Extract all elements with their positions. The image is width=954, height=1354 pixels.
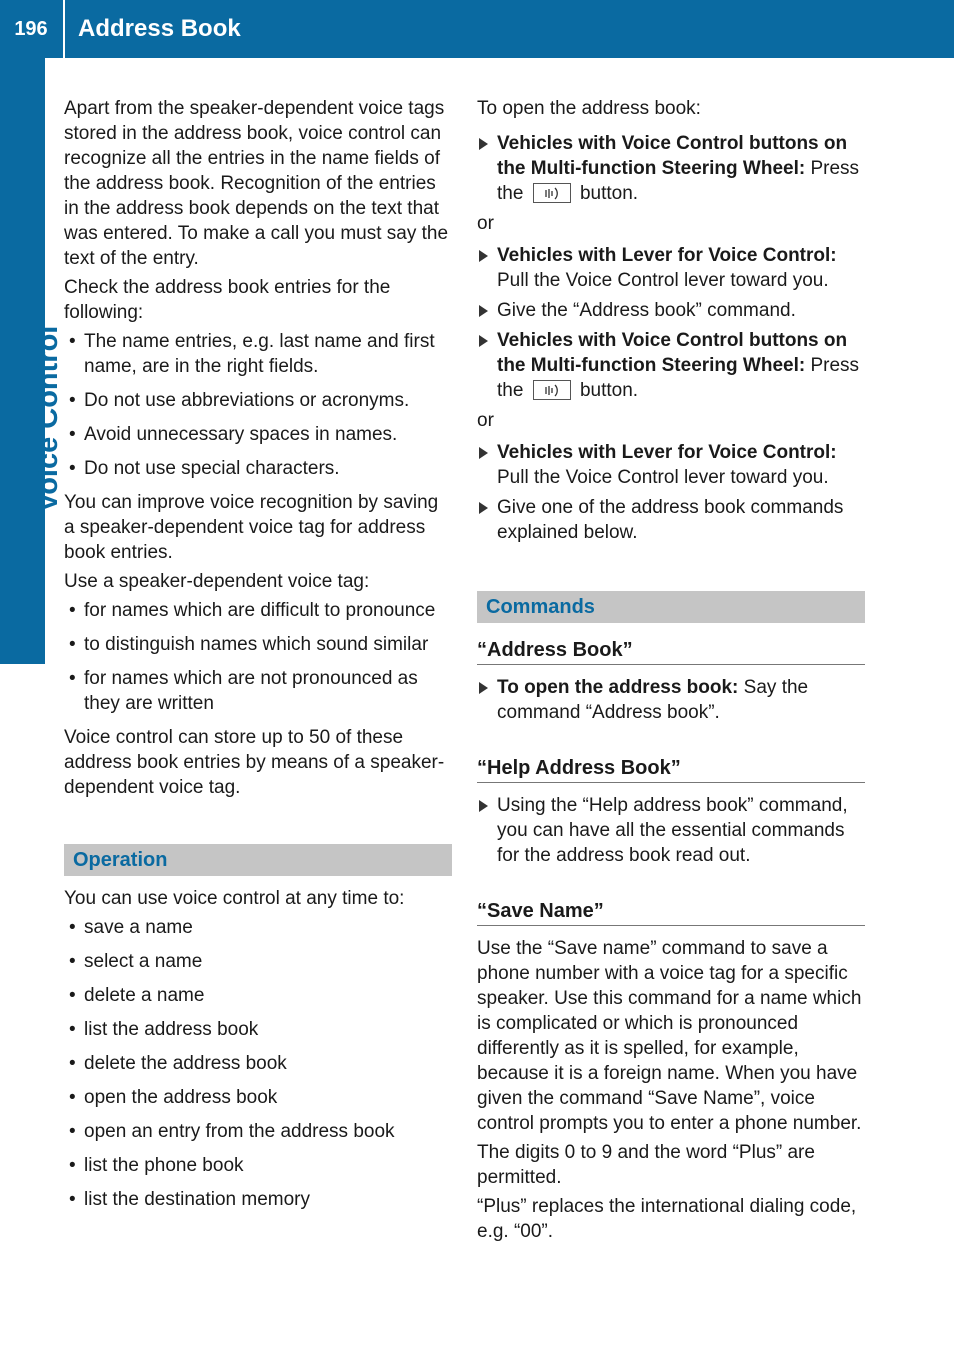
step-arrow-icon (479, 447, 488, 459)
list-item: • list the destination memory (64, 1187, 452, 1212)
step-arrow-icon (479, 335, 488, 347)
step-text: Press the (497, 158, 860, 204)
operation-list (64, 915, 452, 1212)
instruction-step (477, 675, 865, 725)
page-header (0, 0, 954, 58)
chapter-label: Voice Control (32, 325, 64, 512)
use-list (64, 598, 452, 716)
use-intro: Use a speaker-dependent voice tag: (64, 571, 370, 592)
improve-paragraph: You can improve voice recognition by saving a speaker-dependent voice tag for address book entries. (64, 492, 439, 563)
header-divider (63, 0, 65, 58)
commands-section-title: Commands (477, 591, 865, 623)
list-item: • to distinguish names which sound similar (64, 632, 452, 657)
list-item: • open an entry from the address book (64, 1119, 452, 1144)
step-arrow-icon (479, 800, 488, 812)
step-text: Pull the Voice Control lever toward you. (497, 467, 829, 488)
list-item: • Do not use special characters. (64, 456, 452, 481)
list-item: • Avoid unnecessary spaces in names. (64, 422, 452, 447)
list-item: • open the address book (64, 1085, 452, 1110)
voice-control-button-icon (533, 380, 571, 400)
list-item: • for names which are difficult to pronounce (64, 598, 452, 623)
open-intro: To open the address book: (477, 98, 701, 119)
list-item: • save a name (64, 915, 452, 940)
step-text: Give the “Address book” command. (497, 300, 796, 321)
instruction-step (477, 440, 865, 490)
step-arrow-icon (479, 138, 488, 150)
check-list (64, 329, 452, 481)
voice-control-button-icon (533, 183, 571, 203)
list-item: • Do not use abbreviations or acronyms. (64, 388, 452, 413)
intro-paragraph: Apart from the speaker-dependent voice tags stored in the address book, voice control can recognize all the entries in the name fields of the address book. Recognition of the entries in the address book depends on the text that was entered. To make a call you must say the text of the entry. (64, 98, 449, 269)
list-item: • select a name (64, 949, 452, 974)
step-arrow-icon (479, 502, 488, 514)
right-column (477, 96, 865, 1248)
page-title: Address Book (78, 15, 241, 42)
list-item: • The name entries, e.g. last name and first name, are in the right fields. (64, 329, 452, 379)
instruction-step (477, 298, 865, 323)
step-text: Pull the Voice Control lever toward you. (497, 270, 829, 291)
save-paragraph: The digits 0 to 9 and the word “Plus” are permitted. (477, 1142, 815, 1188)
operation-section-title: Operation (64, 844, 452, 876)
instruction-step (477, 793, 865, 868)
step-text: button. (579, 183, 639, 204)
list-item: • list the address book (64, 1017, 452, 1042)
step-bold: Vehicles with Voice Control buttons on the Multi-function Steering Wheel: (497, 330, 848, 376)
step-text: Give one of the address book commands explained below. (497, 497, 844, 543)
step-arrow-icon (479, 305, 488, 317)
step-bold: Vehicles with Voice Control buttons on the Multi-function Steering Wheel: (497, 133, 848, 179)
save-paragraph: Use the “Save name” command to save a phone number with a voice tag for a specific speaker. Use this command for a name which is complicated or which is pronounced differently as it is spelled, for example, because it is a foreign name. When you have given the command “Save Name”, voice control prompts you to enter a phone number. (477, 938, 862, 1134)
or-separator: or (477, 410, 494, 431)
step-bold: Vehicles with Lever for Voice Control: (497, 442, 837, 463)
step-arrow-icon (479, 682, 488, 694)
or-separator: or (477, 213, 494, 234)
step-arrow-icon (479, 250, 488, 262)
list-item: • delete the address book (64, 1051, 452, 1076)
page-number: 196 (14, 17, 48, 40)
step-text: Say the command “Address book”. (497, 677, 809, 723)
step-text: Using the “Help address book” command, you can have all the essential commands for the address book read out. (497, 795, 848, 866)
store-paragraph: Voice control can store up to 50 of these address book entries by means of a speaker-dependent voice tag. (64, 727, 445, 798)
save-name-heading: “Save Name” (477, 898, 865, 926)
check-intro: Check the address book entries for the following: (64, 277, 391, 323)
help-address-book-heading: “Help Address Book” (477, 755, 865, 783)
instruction-step (477, 495, 865, 545)
address-book-heading: “Address Book” (477, 637, 865, 665)
list-item: • list the phone book (64, 1153, 452, 1178)
instruction-step (477, 131, 865, 206)
list-item: • for names which are not pronounced as they are written (64, 666, 452, 716)
operation-intro: You can use voice control at any time to: (64, 888, 405, 909)
step-text: Press the (497, 355, 860, 401)
step-text: button. (579, 380, 639, 401)
left-column (64, 96, 452, 1221)
list-item: • delete a name (64, 983, 452, 1008)
instruction-step (477, 328, 865, 403)
step-bold: Vehicles with Lever for Voice Control: (497, 245, 837, 266)
save-paragraph: “Plus” replaces the international dialing code, e.g. “00”. (477, 1196, 857, 1242)
step-bold: To open the address book: (497, 677, 739, 698)
instruction-step (477, 243, 865, 293)
